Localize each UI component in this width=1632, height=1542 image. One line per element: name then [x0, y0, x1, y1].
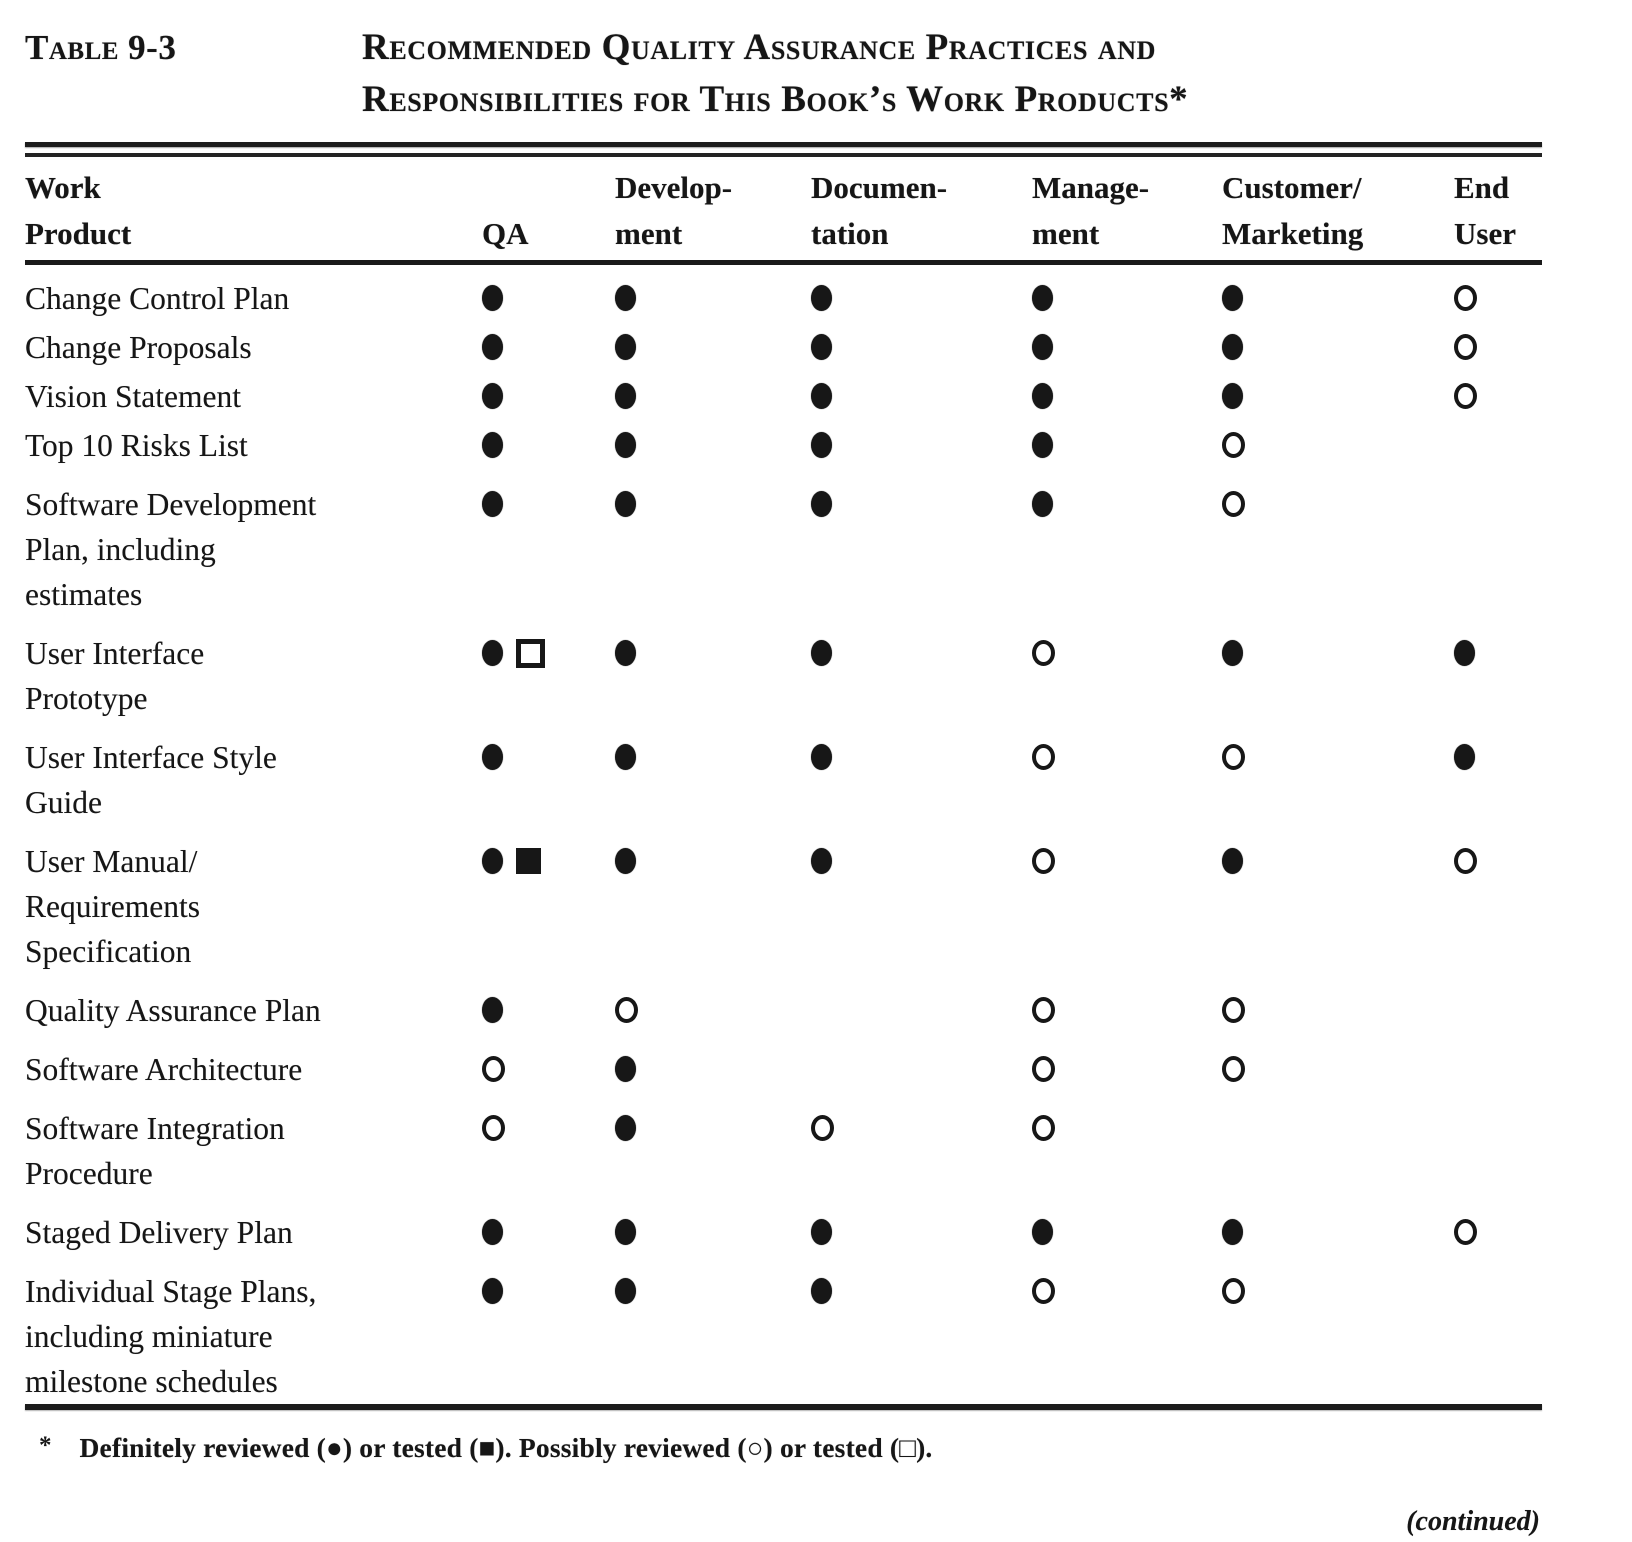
customer-marketing-cell — [1200, 631, 1432, 721]
column-header-documentation — [789, 165, 1010, 257]
work-product-label: Software Architecture — [25, 1052, 303, 1087]
qa-cell — [460, 1210, 593, 1255]
header-line: tation — [811, 216, 889, 251]
column-header-customer-marketing — [1200, 165, 1432, 257]
development-cell — [593, 374, 789, 419]
table-row — [25, 1269, 1542, 1404]
filled-circle-symbol — [1454, 744, 1475, 770]
management-cell — [1010, 631, 1200, 721]
filled-circle-symbol — [811, 1278, 832, 1304]
filled-circle-symbol — [1222, 383, 1243, 409]
documentation-cell — [789, 482, 1010, 617]
management-cell — [1010, 1269, 1200, 1404]
management-cell — [1010, 1210, 1200, 1255]
management-cell — [1010, 1106, 1200, 1196]
development-cell — [593, 1269, 789, 1404]
filled-circle-symbol — [811, 334, 832, 360]
customer-marketing-cell — [1200, 276, 1432, 321]
customer-marketing-cell — [1200, 1047, 1432, 1092]
filled-circle-symbol — [615, 1219, 636, 1245]
filled-circle-symbol — [615, 1115, 636, 1141]
management-cell — [1010, 276, 1200, 321]
end-user-cell — [1432, 1106, 1540, 1196]
work-product-label: User Interface Prototype — [25, 636, 205, 716]
column-header-end-user — [1432, 165, 1540, 257]
filled-circle-symbol — [482, 744, 503, 770]
customer-marketing-cell — [1200, 839, 1432, 974]
end-user-cell — [1432, 1210, 1540, 1255]
filled-square-symbol — [516, 848, 541, 874]
qa-cell — [460, 988, 593, 1033]
qa-cell — [460, 1106, 593, 1196]
work-product-label: Change Proposals — [25, 330, 252, 365]
management-cell — [1010, 839, 1200, 974]
work-product-label: Change Control Plan — [25, 281, 290, 316]
open-circle-symbol — [615, 997, 638, 1023]
footnote-marker: * — [39, 1432, 52, 1459]
work-product-label: Quality Assurance Plan — [25, 993, 321, 1028]
open-circle-symbol — [1454, 334, 1477, 360]
qa-cell — [460, 482, 593, 617]
filled-circle-symbol — [482, 383, 503, 409]
development-cell — [593, 1106, 789, 1196]
documentation-cell — [789, 839, 1010, 974]
qa-cell — [460, 374, 593, 419]
end-user-cell — [1432, 1047, 1540, 1092]
documentation-cell — [789, 1047, 1010, 1092]
heading-line-2: Responsibilities for This Book’s Work Products* — [362, 79, 1189, 120]
end-user-cell — [1432, 374, 1540, 419]
filled-circle-symbol — [615, 334, 636, 360]
management-cell — [1010, 988, 1200, 1033]
end-user-cell — [1432, 325, 1540, 370]
filled-circle-symbol — [1222, 848, 1243, 874]
qa-cell — [460, 423, 593, 468]
table-header-row — [25, 165, 1542, 257]
qa-cell — [460, 325, 593, 370]
table-row — [25, 735, 1542, 825]
open-circle-symbol — [811, 1115, 834, 1141]
filled-circle-symbol — [482, 997, 503, 1023]
column-header-development — [593, 165, 789, 257]
open-circle-symbol — [1454, 848, 1477, 874]
filled-circle-symbol — [1032, 285, 1053, 311]
filled-circle-symbol — [811, 491, 832, 517]
filled-circle-symbol — [615, 848, 636, 874]
filled-circle-symbol — [1222, 334, 1243, 360]
open-circle-symbol — [1222, 1056, 1245, 1082]
management-cell — [1010, 325, 1200, 370]
documentation-cell — [789, 988, 1010, 1033]
open-circle-symbol — [1454, 285, 1477, 311]
table-row — [25, 631, 1542, 721]
work-product-label: Individual Stage Plans, including miniature milestone schedules — [25, 1274, 317, 1399]
open-circle-symbol — [1222, 491, 1245, 517]
filled-circle-symbol — [1032, 1219, 1053, 1245]
filled-circle-symbol — [811, 383, 832, 409]
documentation-cell — [789, 1210, 1010, 1255]
qa-cell — [460, 276, 593, 321]
rule-line — [25, 153, 1542, 157]
open-circle-symbol — [1454, 383, 1477, 409]
work-product-label: Vision Statement — [25, 379, 241, 414]
work-product-label: Staged Delivery Plan — [25, 1215, 293, 1250]
documentation-cell — [789, 374, 1010, 419]
filled-circle-symbol — [482, 432, 503, 458]
filled-circle-symbol — [1032, 491, 1053, 517]
filled-circle-symbol — [615, 285, 636, 311]
customer-marketing-cell — [1200, 735, 1432, 825]
filled-circle-symbol — [482, 491, 503, 517]
qa-cell — [460, 839, 593, 974]
header-line — [482, 165, 593, 211]
end-user-cell — [1432, 1269, 1540, 1404]
table-body — [25, 276, 1542, 1404]
header-line: User — [1454, 216, 1516, 251]
table-row — [25, 482, 1542, 617]
filled-circle-symbol — [811, 640, 832, 666]
management-cell — [1010, 1047, 1200, 1092]
development-cell — [593, 325, 789, 370]
filled-circle-symbol — [1032, 432, 1053, 458]
development-cell — [593, 482, 789, 617]
management-cell — [1010, 482, 1200, 617]
filled-circle-symbol — [1222, 640, 1243, 666]
column-header-qa — [460, 165, 593, 257]
table-row — [25, 1106, 1542, 1196]
customer-marketing-cell — [1200, 1269, 1432, 1404]
end-user-cell — [1432, 631, 1540, 721]
documentation-cell — [789, 276, 1010, 321]
filled-circle-symbol — [482, 1278, 503, 1304]
table-row — [25, 423, 1542, 468]
management-cell — [1010, 735, 1200, 825]
header-line: QA — [482, 216, 529, 251]
documentation-cell — [789, 1269, 1010, 1404]
table-label: Table 9-3 — [25, 28, 177, 67]
header-line: Work — [25, 170, 101, 205]
bottom-rule — [25, 1404, 1542, 1410]
documentation-cell — [789, 325, 1010, 370]
documentation-cell — [789, 735, 1010, 825]
qa-cell — [460, 735, 593, 825]
table-row — [25, 325, 1542, 370]
documentation-cell — [789, 423, 1010, 468]
table-row — [25, 1047, 1542, 1092]
header-line: End — [1454, 170, 1510, 205]
table-title-block — [25, 22, 1542, 126]
open-circle-symbol — [482, 1056, 505, 1082]
filled-circle-symbol — [811, 432, 832, 458]
open-circle-symbol — [1222, 997, 1245, 1023]
open-circle-symbol — [1222, 1278, 1245, 1304]
filled-circle-symbol — [482, 334, 503, 360]
header-rule — [25, 260, 1542, 265]
development-cell — [593, 276, 789, 321]
open-circle-symbol — [1032, 997, 1055, 1023]
header-line: ment — [615, 216, 683, 251]
filled-circle-symbol — [615, 640, 636, 666]
column-header-work-product — [25, 165, 460, 257]
filled-circle-symbol — [482, 1219, 503, 1245]
filled-circle-symbol — [615, 1278, 636, 1304]
work-product-label: Software Integration Procedure — [25, 1111, 285, 1191]
end-user-cell — [1432, 482, 1540, 617]
header-line: Customer/ — [1222, 170, 1362, 205]
customer-marketing-cell — [1200, 1106, 1432, 1196]
qa-cell — [460, 1269, 593, 1404]
footnote-text: Definitely reviewed (●) or tested (■). Possibly reviewed (○) or tested (□). — [79, 1432, 933, 1463]
customer-marketing-cell — [1200, 482, 1432, 617]
open-circle-symbol — [1032, 744, 1055, 770]
filled-circle-symbol — [615, 383, 636, 409]
continued-note: (continued) — [1406, 1506, 1540, 1537]
table-row — [25, 1210, 1542, 1255]
table-row — [25, 988, 1542, 1033]
development-cell — [593, 735, 789, 825]
header-line: Marketing — [1222, 216, 1364, 251]
table-row — [25, 374, 1542, 419]
customer-marketing-cell — [1200, 423, 1432, 468]
work-product-label: Software Development Plan, including estimates — [25, 487, 317, 612]
open-circle-symbol — [1032, 640, 1055, 666]
documentation-cell — [789, 631, 1010, 721]
filled-circle-symbol — [1222, 285, 1243, 311]
development-cell — [593, 1210, 789, 1255]
table-heading — [362, 22, 1188, 126]
management-cell — [1010, 374, 1200, 419]
work-product-label: Top 10 Risks List — [25, 428, 248, 463]
development-cell — [593, 1047, 789, 1092]
filled-circle-symbol — [482, 640, 503, 666]
open-circle-symbol — [1032, 1278, 1055, 1304]
end-user-cell — [1432, 988, 1540, 1033]
filled-circle-symbol — [811, 848, 832, 874]
table-row — [25, 276, 1542, 321]
end-user-cell — [1432, 423, 1540, 468]
filled-circle-symbol — [482, 848, 503, 874]
footnote — [25, 1432, 1542, 1464]
development-cell — [593, 988, 789, 1033]
qa-cell — [460, 631, 593, 721]
open-circle-symbol — [1222, 432, 1245, 458]
qa-cell — [460, 1047, 593, 1092]
filled-circle-symbol — [1454, 640, 1475, 666]
open-circle-symbol — [1032, 1056, 1055, 1082]
filled-circle-symbol — [1222, 1219, 1243, 1245]
development-cell — [593, 839, 789, 974]
work-product-label: User Manual/ Requirements Specification — [25, 844, 200, 969]
open-circle-symbol — [482, 1115, 505, 1141]
filled-circle-symbol — [811, 285, 832, 311]
end-user-cell — [1432, 839, 1540, 974]
column-header-management — [1010, 165, 1200, 257]
open-square-symbol — [516, 639, 545, 668]
header-line: Product — [25, 216, 132, 251]
filled-circle-symbol — [615, 491, 636, 517]
filled-circle-symbol — [482, 285, 503, 311]
filled-circle-symbol — [1032, 334, 1053, 360]
table-row — [25, 839, 1542, 974]
filled-circle-symbol — [811, 744, 832, 770]
end-user-cell — [1432, 735, 1540, 825]
top-double-rule — [25, 142, 1542, 157]
header-line: Manage- — [1032, 170, 1150, 205]
filled-circle-symbol — [615, 432, 636, 458]
work-product-label: User Interface Style Guide — [25, 740, 277, 820]
heading-line-1: Recommended Quality Assurance Practices and — [362, 27, 1156, 68]
customer-marketing-cell — [1200, 325, 1432, 370]
open-circle-symbol — [1454, 1219, 1477, 1245]
filled-circle-symbol — [615, 1056, 636, 1082]
header-line: ment — [1032, 216, 1100, 251]
open-circle-symbol — [1032, 848, 1055, 874]
customer-marketing-cell — [1200, 1210, 1432, 1255]
open-circle-symbol — [1032, 1115, 1055, 1141]
development-cell — [593, 423, 789, 468]
rule-line — [25, 142, 1542, 147]
customer-marketing-cell — [1200, 374, 1432, 419]
documentation-cell — [789, 1106, 1010, 1196]
end-user-cell — [1432, 276, 1540, 321]
management-cell — [1010, 423, 1200, 468]
filled-circle-symbol — [1032, 383, 1053, 409]
filled-circle-symbol — [615, 744, 636, 770]
header-line: Develop- — [615, 170, 733, 205]
customer-marketing-cell — [1200, 988, 1432, 1033]
open-circle-symbol — [1222, 744, 1245, 770]
development-cell — [593, 631, 789, 721]
filled-circle-symbol — [811, 1219, 832, 1245]
header-line: Documen- — [811, 170, 948, 205]
